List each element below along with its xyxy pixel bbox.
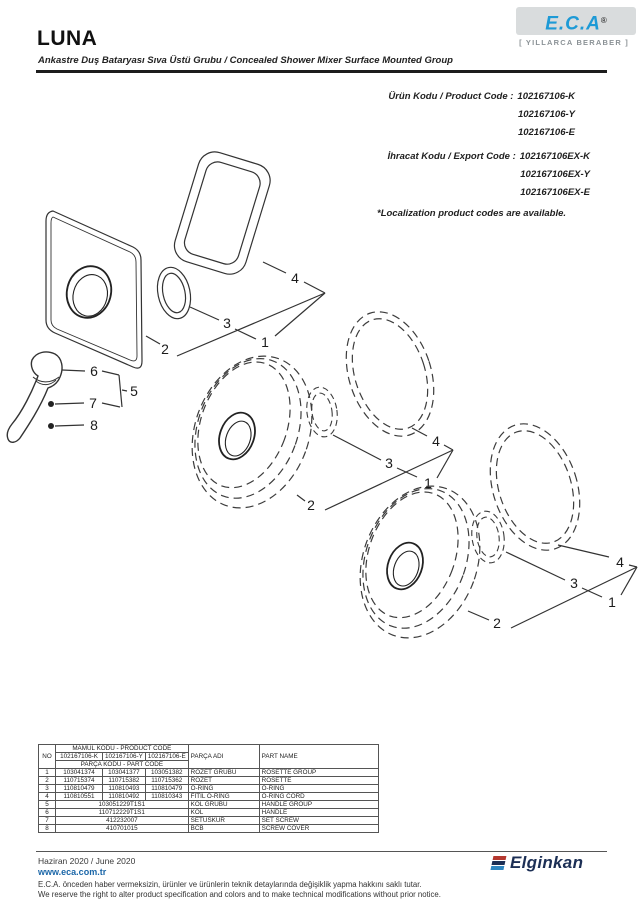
callout-4-label: 4 (432, 433, 440, 449)
product-code-col-2: 102167106-Y (103, 753, 146, 761)
callout-1-label: 1 (608, 594, 616, 610)
page-title: LUNA (37, 27, 98, 50)
square-gasket (170, 148, 274, 279)
exploded-diagram (0, 128, 642, 663)
col-parca-adi: PARÇA ADI (188, 745, 259, 769)
disclaimer-turkish: E.C.A. önceden haber vermeksizin, ürünler ve ürünlerin teknik detaylarında değişiklik yapma hakkını saklı tutar. (38, 880, 422, 889)
o-ring-small-dashed-2 (469, 509, 508, 565)
table-row: 8 410701015 BCB SCREW COVER (39, 825, 379, 833)
eca-logo-text: E.C.A (545, 13, 601, 35)
callout-4-label: 4 (291, 270, 299, 286)
col-no: NO (39, 745, 56, 769)
callout-4-label: 4 (616, 554, 624, 570)
callout-1-label: 1 (261, 334, 269, 350)
callout-3-label: 3 (223, 315, 231, 331)
parts-table (38, 744, 379, 833)
col-part-name: PART NAME (259, 745, 378, 769)
elginkan-logo-text: Elginkan (510, 853, 584, 872)
localization-note: *Localization product codes are available. (377, 208, 567, 219)
set-screw-dot (48, 401, 54, 407)
group2-leaders (297, 428, 453, 510)
o-ring-small-dashed-1 (304, 385, 341, 439)
table-row: 2 110715374 110715382 110715362 ROZET ROSETTE (39, 777, 379, 785)
o-ring-small-solid (153, 264, 195, 322)
callout-2-label: 2 (307, 497, 315, 513)
product-code-col-3: 102167106-E (145, 753, 188, 761)
export-code-2: 102167106EX-Y (520, 169, 590, 180)
revision-date: Haziran 2020 / June 2020 (38, 856, 136, 866)
screw-cover-dot (48, 423, 54, 429)
handle-lever (7, 352, 62, 442)
round-rosette-dashed-2 (340, 469, 500, 655)
callout-8-label: 8 (90, 417, 98, 433)
export-code-label: İhracat Kodu / Export Code : (387, 151, 516, 162)
product-code-col-1: 102167106-K (56, 753, 103, 761)
eca-logo (516, 7, 636, 35)
header-divider (36, 70, 607, 73)
oval-gasket-dashed-1 (331, 300, 449, 447)
callout-6-label: 6 (90, 363, 98, 379)
product-code-3: 102167106-E (517, 127, 575, 138)
eca-tagline: [ YILLARCA BERABER ] (519, 38, 629, 47)
elginkan-logo (492, 853, 583, 873)
table-row: 3 110810479 110810493 110810479 O-RİNG O-RING (39, 785, 379, 793)
callout-2-label: 2 (161, 341, 169, 357)
col-parca-kodu: PARÇA KODU - PART CODE (56, 761, 189, 769)
oval-gasket-dashed-2 (475, 412, 595, 562)
rosette-hole-1 (213, 408, 261, 465)
square-rosette-plate (46, 211, 142, 368)
page-subtitle: Ankastre Duş Bataryası Sıva Üstü Grubu / Concealed Shower Mixer Surface Mounted Group (38, 55, 453, 66)
callout-7-label: 7 (89, 395, 97, 411)
table-row: 7 412232007 SETUSKUR SET SCREW (39, 817, 379, 825)
product-code-label: Ürün Kodu / Product Code : (388, 91, 514, 102)
table-row: 1 103041374 103041377 103051382 ROZET GRUBU ROSETTE GROUP (39, 769, 379, 777)
export-code-3: 102167106EX-E (520, 187, 590, 198)
product-code-1: 102167106-K (517, 91, 575, 102)
table-header-row (39, 745, 379, 753)
elginkan-bars-icon (491, 856, 507, 870)
callout-2-label: 2 (493, 615, 501, 631)
col-mamul-kodu: MAMUL KODU - PRODUCT CODE (56, 745, 189, 753)
export-code-1: 102167106EX-K (519, 151, 590, 162)
product-code-2: 102167106-Y (517, 109, 575, 120)
callout-5-label: 5 (130, 383, 138, 399)
footer-divider (36, 851, 607, 852)
callout-3-label: 3 (385, 455, 393, 471)
table-row: 4 110810551 110810492 110810343 FİTİL O-RİNG O-RING CORD (39, 793, 379, 801)
callout-3-label: 3 (570, 575, 578, 591)
callout-1-label: 1 (424, 475, 432, 491)
table-row: 6 110712229T1S1 KOL HANDLE (39, 809, 379, 817)
disclaimer-english: We reserve the right to alter product specification and colors and to make technical modifications without prior notice. (38, 890, 441, 899)
table-row: 5 103051229T1S1 KOL GRUBU HANDLE GROUP (39, 801, 379, 809)
registered-mark: ® (600, 16, 607, 25)
eca-website-link[interactable]: www.eca.com.tr (38, 867, 107, 877)
rosette-hole-2 (381, 538, 429, 595)
